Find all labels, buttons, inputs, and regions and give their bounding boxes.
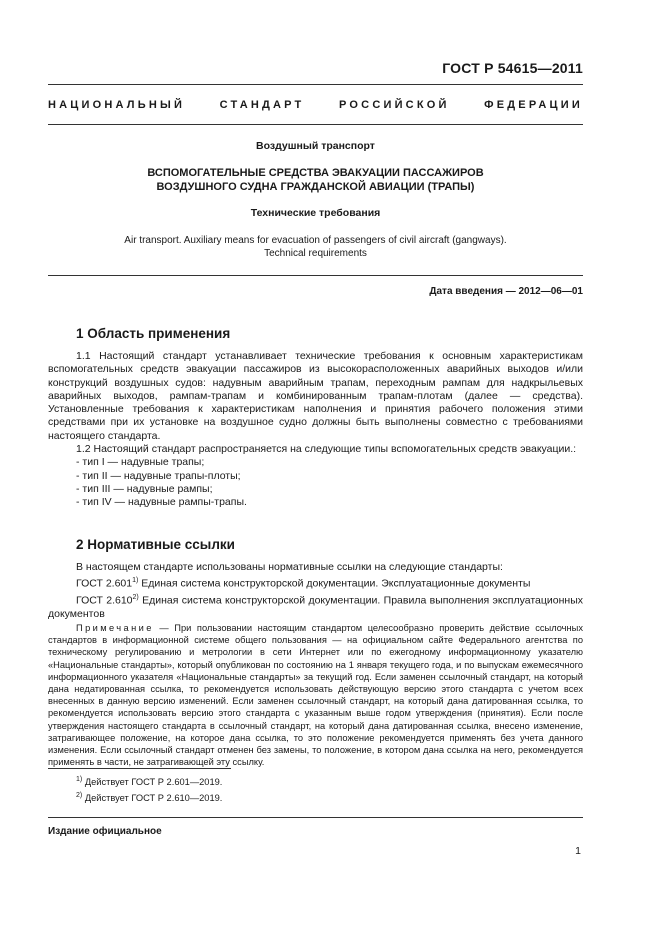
footnote-mark: 1) (76, 776, 83, 783)
standard-number: ГОСТ Р 54615—2011 (442, 60, 583, 76)
list-item: - тип III — надувные рампы; (76, 482, 213, 495)
footnote-1 (76, 776, 222, 787)
note-text: — При пользовании настоящим стандартом целесообразно проверить действие ссылочных стандартов в информационной системе общего пользования — на официальном сайте Федерального агентства по техническому регулированию и метрологии в сети Интернет или по ежегодному информационному указателю «Национальные стандарты», который опубликован по состоянию на 1 января текущего года, и по выпускам ежемесячного информационного указателя «Национальные стандарты» за текущий год. Если заменен ссылочный стандарт, на который дана недатированная ссылка, то рекомендуется использовать действующую версию этого стандарта с учетом всех внесенных в данную версию изменений. Если заменен ссылочный стандарт, на который дана датированная ссылка, то рекомендуется использовать версию этого стандарта с указанным выше годом утверждения (принятия). Если после утверждения настоящего стандарта в ссылочный стандарт, на который дана датированная ссылка, внесено изменение, затрагивающее положение, на которое дана ссылка, то это положение рекомендуется применять без учета данного изменения. Если ссылочный стандарт отменен без замены, то положение, в котором дана ссылка на него, рекомендуется применять в части, не затрагивающей эту ссылку. (48, 623, 583, 768)
footnote-rule (48, 768, 231, 769)
note-label: Примечание (76, 623, 154, 633)
footnote-text: Действует ГОСТ Р 2.601—2019. (82, 777, 223, 788)
reference-note (48, 622, 583, 768)
page-number: 1 (575, 845, 581, 857)
section-2-heading: 2 Нормативные ссылки (76, 537, 235, 552)
footnote-text: Действует ГОСТ Р 2.610—2019. (82, 793, 223, 804)
document-title (48, 166, 583, 194)
footnote-2 (76, 792, 222, 803)
edition-label: Издание официальное (48, 826, 162, 837)
reference-title: Единая система конструкторской документации. Эксплуатационные документы (138, 577, 531, 590)
section-1-heading: 1 Область применения (76, 326, 231, 341)
reference-code: ГОСТ 2.610 (76, 594, 133, 607)
footer-rule (48, 817, 583, 818)
reference-gost-2-601 (48, 574, 583, 591)
footnote-mark: 1) (132, 577, 139, 585)
header-rule (48, 84, 583, 85)
english-title-line-2: Technical requirements (264, 248, 367, 259)
effective-date: Дата введения — 2012—06—01 (429, 286, 583, 297)
list-item: - тип IV — надувные рампы-трапы. (76, 496, 247, 509)
reference-title: Единая система конструкторской документации. Правила выполнения эксплуатационных документов (48, 594, 583, 620)
reference-code: ГОСТ 2.601 (76, 577, 133, 590)
subject-heading: Воздушный транспорт (256, 140, 375, 152)
title-line-1: ВСПОМОГАТЕЛЬНЫЕ СРЕДСТВА ЭВАКУАЦИИ ПАССАЖИРОВ (147, 167, 484, 179)
list-item: - тип I — надувные трапы; (76, 456, 205, 469)
document-subtitle: Технические требования (250, 207, 381, 219)
english-title (48, 234, 583, 260)
references-intro: В настоящем стандарте использованы нормативные ссылки на следующие стандарты: (76, 561, 503, 573)
standard-banner: НАЦИОНАЛЬНЫЙ СТАНДАРТ РОССИЙСКОЙ ФЕДЕРАЦИИ (48, 99, 583, 111)
footnote-mark: 2) (76, 792, 83, 799)
paragraph-1-1: 1.1 Настоящий стандарт устанавливает технические требования к основным характеристикам вспомогательных средств эвакуации пассажиров из высокорасположенных аварийных выходов и/или конструкций воздушных судов: надувным аварийным трапам, переходным рампам для надкрыльевых аварийных выходов, рампам-трапам и комбинированным трапам-плотам (далее — средства). Установленные требования к характеристикам наполнения и принятия рабочего положения этими средствами при их установке на воздушное судно должны быть выполнены совместно с требованиями настоящего стандарта. (48, 350, 583, 442)
list-item: - тип II — надувные трапы-плоты; (76, 469, 241, 482)
title-rule (48, 275, 583, 276)
footnote-mark: 2) (132, 594, 139, 602)
paragraph-1-2: 1.2 Настоящий стандарт распространяется на следующие типы вспомогательных средств эвакуации.: (76, 443, 577, 456)
section-1-body (48, 350, 583, 510)
banner-rule (48, 124, 583, 125)
english-title-line-1: Air transport. Auxiliary means for evacuation of passengers of civil aircraft (gangways). (124, 235, 507, 246)
reference-gost-2-610 (48, 591, 583, 621)
title-line-2: ВОЗДУШНОГО СУДНА ГРАЖДАНСКОЙ АВИАЦИИ (ТРАПЫ) (156, 181, 475, 193)
section-2-body (48, 561, 583, 621)
